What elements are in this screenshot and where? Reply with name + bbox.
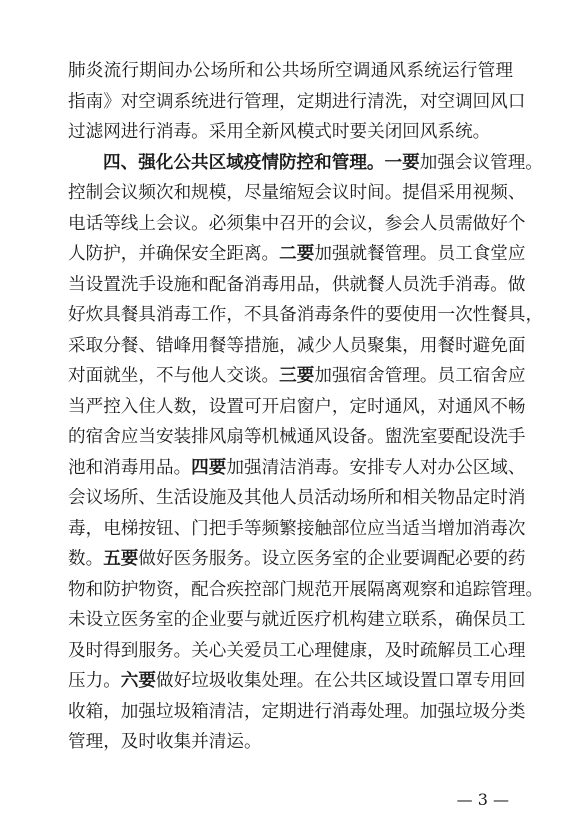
text-run: 加强清洁消毒。安排专人对办公区域、 xyxy=(226,458,526,478)
text-line xyxy=(68,668,526,694)
text-line xyxy=(68,363,526,389)
text-run: 好炊具餐具消毒工作，不具备消毒条件的要使用一次性餐具， xyxy=(68,305,544,325)
text-run: 未设立医务室的企业要与就近医疗机构建立联系，确保员工 xyxy=(68,610,526,630)
text-run: 的宿舍应当安装排风扇等机械通风设备。盥洗室要配设洗手 xyxy=(68,427,526,447)
text-line xyxy=(68,119,513,145)
text-run: 当设置洗手设施和配备消毒用品，供就餐人员洗手消毒。做 xyxy=(68,275,526,295)
text-run: 收箱，加强垃圾箱清洁，定期进行消毒处理。加强垃圾分类 xyxy=(68,702,526,722)
text-run: 当严控入住人数，设置可开启窗户，定时通风，对通风不畅 xyxy=(68,397,526,417)
text-run: 指南》对空调系统进行管理，定期进行清洗，对空调回风口 xyxy=(68,92,526,112)
text-run: 加强宿舍管理。员工宿舍应 xyxy=(314,366,526,386)
emphasis-text: 六要 xyxy=(120,670,156,691)
text-line xyxy=(68,58,513,84)
text-line xyxy=(68,333,526,359)
text-run: 人防护，并确保安全距离。 xyxy=(68,244,280,264)
emphasis-text: 二要 xyxy=(279,243,315,264)
text-run: 对面就坐，不与他人交谈。 xyxy=(68,366,280,386)
text-line xyxy=(68,607,526,633)
text-run: 加强会议管理。 xyxy=(419,153,543,173)
text-line xyxy=(68,577,544,603)
text-run: 及时得到服务。关心关爱员工心理健康，及时疏解员工心理 xyxy=(68,641,526,661)
text-run: 控制会议频次和规模，尽量缩短会议时间。提倡采用视频、 xyxy=(68,183,526,203)
text-line xyxy=(68,89,526,115)
text-line xyxy=(103,150,543,176)
text-run: 池和消毒用品。 xyxy=(68,458,192,478)
text-run: 过滤网进行消毒。采用全新风模式时要关闭回风系统。 xyxy=(68,122,491,142)
emphasis-text: 五要 xyxy=(103,548,139,569)
text-run: 会议场所、生活设施及其他人员活动场所和相关物品定时消 xyxy=(68,488,526,508)
emphasis-text: 一要 xyxy=(384,152,420,173)
text-line xyxy=(68,455,526,481)
text-run: 采取分餐、错峰用餐等措施，减少人员聚集，用餐时避免面 xyxy=(68,336,526,356)
text-line xyxy=(68,516,526,542)
text-run: 做好医务服务。设立医务室的企业要调配必要的药 xyxy=(138,549,526,569)
text-line xyxy=(68,485,526,511)
text-line xyxy=(68,638,526,664)
text-run: 毒，电梯按钮、门把手等频繁接触部位应当适当增加消毒次 xyxy=(68,519,526,539)
text-run: 肺炎流行期间办公场所和公共场所空调通风系统运行管理 xyxy=(68,61,513,81)
text-line xyxy=(68,424,526,450)
page-number: — 3 — xyxy=(456,790,509,809)
emphasis-text: 四要 xyxy=(191,457,227,478)
text-run: 做好垃圾收集处理。在公共区域设置口罩专用回 xyxy=(156,671,526,691)
text-line xyxy=(68,394,526,420)
text-run: 加强就餐管理。员工食堂应 xyxy=(314,244,526,264)
text-line xyxy=(68,241,526,267)
text-line xyxy=(68,272,526,298)
emphasis-text: 三要 xyxy=(279,365,315,386)
text-run: 管理，及时收集并清运。 xyxy=(68,732,262,752)
text-run: 数。 xyxy=(68,549,104,569)
text-run: 压力。 xyxy=(68,671,121,691)
text-line xyxy=(68,729,513,755)
text-line xyxy=(68,180,526,206)
text-run: 物和防护物资，配合疾控部门规范开展隔离观察和追踪管理。 xyxy=(68,580,544,600)
text-line xyxy=(68,211,526,237)
text-line xyxy=(68,699,526,725)
text-line xyxy=(68,302,544,328)
text-run: 电话等线上会议。必须集中召开的会议，参会人员需做好个 xyxy=(68,214,526,234)
text-line xyxy=(68,546,526,572)
section-heading: 四、强化公共区域疫情防控和管理。 xyxy=(103,153,385,173)
